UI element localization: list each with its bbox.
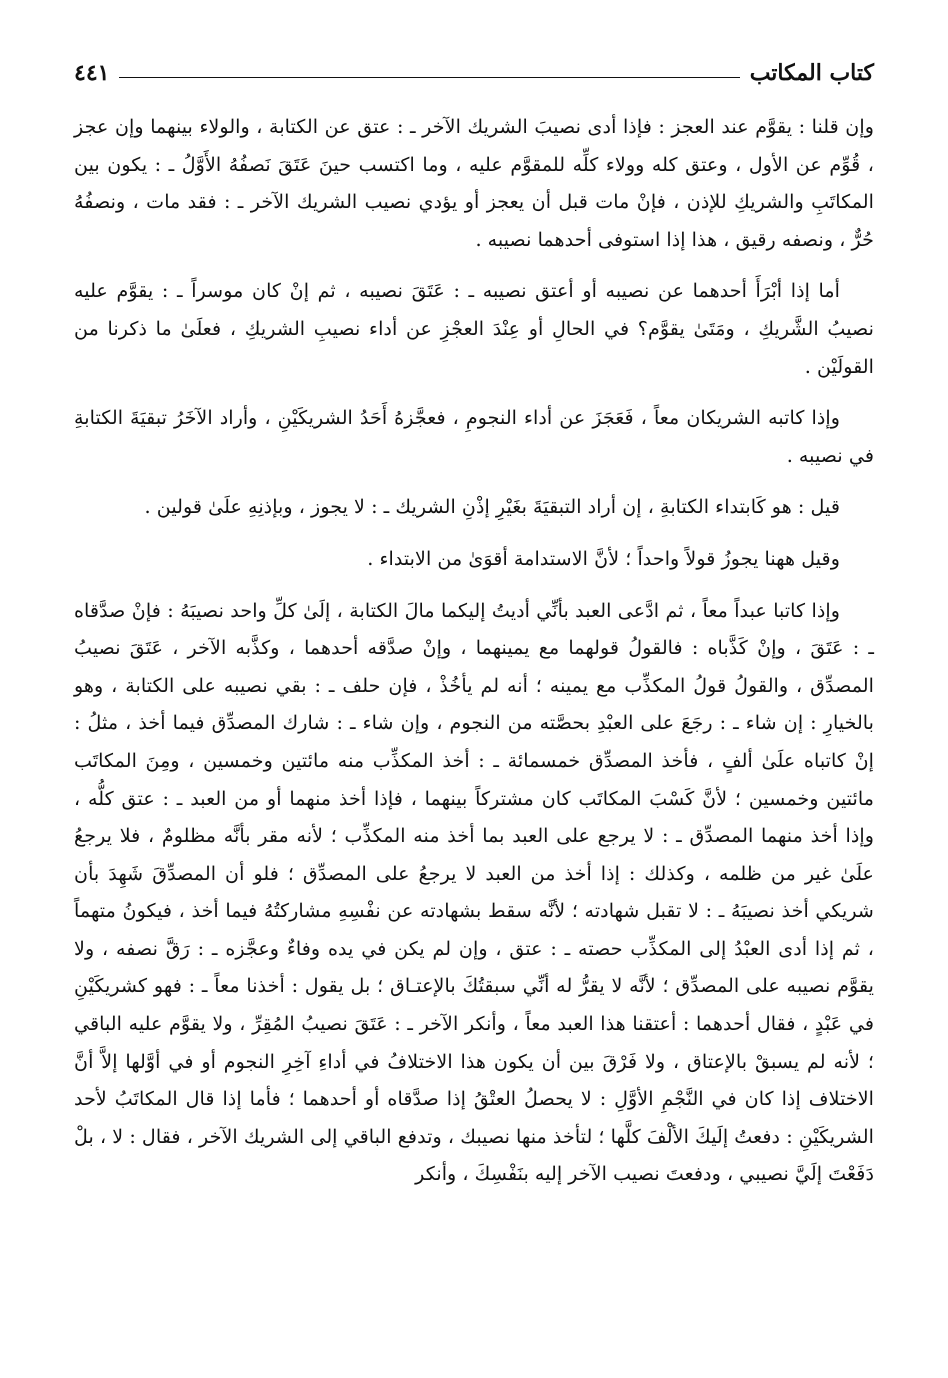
page-number: ٤٤١ xyxy=(74,60,110,86)
paragraph-5: وقيل ههنا يجوزُ قولاً واحداً ؛ لأنَّ الاستدامة أقوَىٰ من الابتداء . xyxy=(367,546,840,570)
paragraph-6: وإذا كاتبا عبداً معاً ، ثم ادَّعى العبد بأنِّي أديتُ إليكما مالَ الكتابة ، إلَىٰ كلِّ واحد نصيبَهُ : فإنْ صدَّقاه ـ : عَتَقَ ، وإنْ كَذَّباه : فالقولُ قولهما مع يمينهما ، وإنْ صدَّقه أحدهما ، وكذَّبه الآخر ، عَتَقَ نصيبُ المصدِّق ، والقولُ قولُ المكذِّب مع يمينه ؛ أنه لم يأخُذْ ، فإن حلف ـ : بقي نصيبه على الكتابة ، وهو بالخيارِ : إن شاء ـ : رجَعَ على العبْدِ بحصَّته من النجوم ، وإن شاء ـ : شارك المصدِّق فيما أخذ ، مثلُ : إنْ كاتباه علَىٰ ألفٍ ، فأخذ المصدِّق خمسمائة ـ : أخذ المكذِّب منه مائتين وخمسين ، ومِنَ المكاتَب مائتين وخمسين ؛ لأنَّ كَسْبَ المكاتَب كان مشتركاً بينهما ، فإذا أخذ منهما أو من العبد ـ : عتق كلُّه ، وإذا أخذ منهما المصدِّق ـ : لا يرجع على العبد بما أخذ منه المكذِّب ؛ لأنه مقر بأنَّه مظلومٌ ، فلا يرجعُ علَىٰ غير من ظلمه ، وكذلك : إذا أخذ من العبد لا يرجعُ على المصدِّق ؛ فلو أن المصدِّقَ شَهِدَ بأن شريكي أخذ نصيبَهُ ـ : لا تقبل شهادته ؛ لأنَّه سقط بشهادته عن نفْسِهِ مشاركتُهُ فيما أخذ ، فيكونُ متهماً ، ثم إذا أدى العبْدُ إلى المكذِّب حصته ـ : عتق ، وإن لم يكن في يده وفاءٌ وعجَّزه ـ : رَقَّ نصفه ، ولا يقوَّم نصيبه على المصدِّق ؛ لأنَّه لا يقرُّ له أنِّي سبقتُكَ بالإعتـاق ؛ بل يقول : أخذنا معاً ـ : فهو كشريكَيْنِ في عَبْدٍ ، فقال أحدهما : أعتقنا هذا العبد معاً ، وأنكر الآخر ـ : عَتَقَ نصيبُ المُقِرِّ ، ولا يقوَّم عليه الباقي ؛ لأنه لم يسبقْ بالإعتاق ، ولا فَرْقَ بين أن يكون هذا الاختلافُ في أداءِ آخِرِ النجوم أو في أوَّلها إلاَّ أنَّ الاختلاف إذا كان في النَّجْمِ الأوَّلِ : لا يحصلُ العتْقُ إذا صدَّقاه أو أحدهما ؛ فأما إذا قال المكاتَبُ لأحد الشريكَيْنِ : دفعتُ إلَيكَ الألْفَ كلَّها ؛ لتأخذ منها نصيبك ، وتدفع الباقي إلى الشريك الآخر ، فقال : لا ، بلْ دَفَعْتَ إلَيَّ نصيبي ، ودفعتَ نصيب الآخر إليه بنَفْسِكَ ، وأنكر xyxy=(74,598,874,1186)
book-title: كتاب المكاتب xyxy=(749,60,874,86)
paragraph-4: قيل : هو كَابتداء الكتابةِ ، إن أراد التبقيَةَ بغَيْرِ إذْنِ الشريك ـ : لا يجوز ، وبإذنِهِ علَىٰ قولين . xyxy=(144,495,840,519)
book-page xyxy=(74,56,874,1207)
paragraph-2: أما إذا أبْرَأَ أحدهما عن نصيبه أو أعتق نصيبه ـ : عَتَقَ نصيبه ، ثم إنْ كان موسراً ـ : يقوَّم عليه نصيبُ الشَّريكِ ، ومَتَىٰ يقوَّم؟ في الحالِ أو عِنْدَ العجْزِ عن أداء نصيبِ الشريكِ ، فعلَىٰ ما ذكرنا من القولَيْن . xyxy=(74,279,874,378)
paragraph-3: وإذا كاتبه الشريكان معاً ، فَعَجَزَ عن أداء النجومِ ، فعجَّزهُ أَحَدُ الشريكَيْنِ ، وأراد الآخَرُ تبقيَةَ الكتابةِ في نصيبه . xyxy=(74,406,874,467)
page-body xyxy=(74,108,874,1193)
header-rule xyxy=(119,77,739,78)
paragraph-1: وإن قلنا : يقوَّم عند العجز : فإذا أدى نصيبَ الشريك الآخر ـ : عتق عن الكتابة ، والولاء بينهما وإن عجز ، قُوِّم عن الأول ، وعتق كله وولاء كلِّه للمقوَّم عليه ، وما اكتسب حينَ عَتَقَ نَصفُهُ الأَوَّلُ ـ : يكون بين المكاتَبِ والشريكِ للإذن ، فإنْ مات قبل أن يعجز أو يؤدي نصيب الشريك الآخر ـ : فقد مات ، ونصفُهُ حُرٌّ ، ونصفه رقيق ، هذا إذا استوفى أحدهما نصيبه . xyxy=(74,115,874,251)
running-header xyxy=(74,56,874,86)
